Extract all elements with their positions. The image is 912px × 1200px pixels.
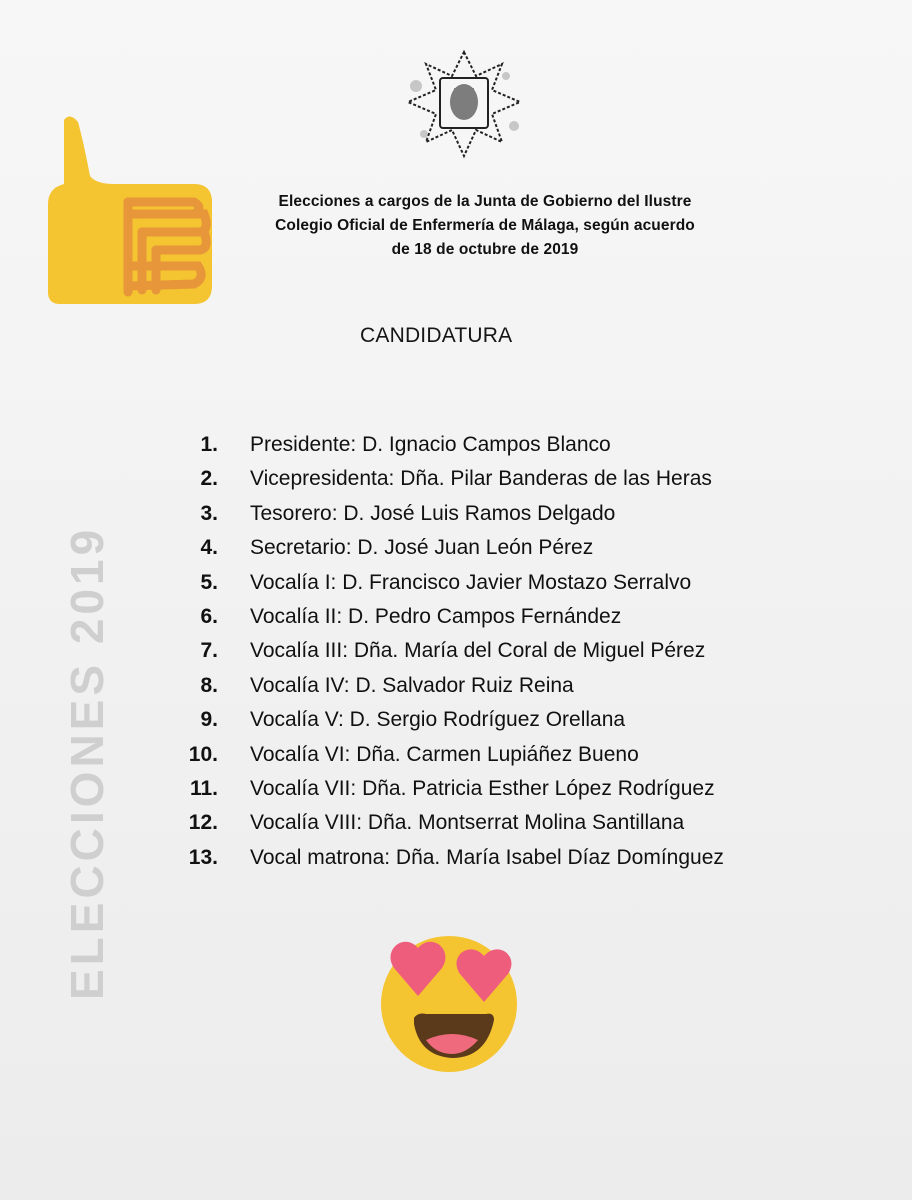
list-item xyxy=(160,806,860,840)
list-item xyxy=(160,497,860,531)
list-item xyxy=(160,428,860,462)
heading-line-1: Elecciones a cargos de la Junta de Gobierno del Ilustre xyxy=(278,193,692,210)
list-item xyxy=(160,462,860,496)
list-item xyxy=(160,738,860,772)
list-item xyxy=(160,669,860,703)
item-text: Vicepresidenta: Dña. Pilar Banderas de las Heras xyxy=(250,467,712,491)
item-number: 3. xyxy=(200,501,218,525)
item-number: 10. xyxy=(188,742,218,766)
list-item xyxy=(160,634,860,668)
item-number: 2. xyxy=(200,467,218,491)
list-item xyxy=(160,531,860,565)
college-emblem-icon xyxy=(396,46,532,164)
candidatura-title: CANDIDATURA xyxy=(360,324,513,347)
item-text: Presidente: D. Ignacio Campos Blanco xyxy=(250,433,611,456)
item-number: 1. xyxy=(200,433,218,456)
elecciones-watermark: ELECCIONES 2019 xyxy=(61,525,113,1000)
item-number: 5. xyxy=(200,570,218,594)
item-text: Vocalía I: D. Francisco Javier Mostazo Serralvo xyxy=(250,570,692,594)
item-number: 11. xyxy=(189,776,218,800)
item-text: Vocalía VII: Dña. Patricia Esther López Rodríguez xyxy=(250,776,715,800)
thumbs-up-icon xyxy=(44,114,214,306)
list-item xyxy=(160,703,860,737)
heading-line-2: Colegio Oficial de Enfermería de Málaga, según acuerdo xyxy=(275,217,695,234)
item-number: 7. xyxy=(200,639,218,663)
heart-eyes-emoji-icon xyxy=(374,926,524,1074)
list-item xyxy=(160,566,860,600)
item-text: Vocalía VI: Dña. Carmen Lupiáñez Bueno xyxy=(250,742,639,766)
item-text: Vocal matrona: Dña. María Isabel Díaz Domínguez xyxy=(250,845,724,869)
heading-line-3: de 18 de octubre de 2019 xyxy=(391,241,579,258)
item-text: Secretario: D. José Juan León Pérez xyxy=(250,536,594,560)
item-text: Vocalía III: Dña. María del Coral de Miguel Pérez xyxy=(250,639,706,663)
item-text: Vocalía V: D. Sergio Rodríguez Orellana xyxy=(250,708,626,732)
item-text: Vocalía VIII: Dña. Montserrat Molina Santillana xyxy=(250,811,685,835)
candidate-list xyxy=(160,428,860,875)
list-item xyxy=(160,772,860,806)
item-number: 6. xyxy=(200,604,218,628)
list-item xyxy=(160,841,860,875)
item-number: 12. xyxy=(188,811,218,835)
item-number: 9. xyxy=(200,708,218,732)
item-number: 4. xyxy=(200,536,218,560)
item-text: Tesorero: D. José Luis Ramos Delgado xyxy=(250,501,616,525)
item-number: 13. xyxy=(188,845,218,869)
election-heading xyxy=(250,190,720,262)
item-text: Vocalía IV: D. Salvador Ruiz Reina xyxy=(250,673,574,697)
item-text: Vocalía II: D. Pedro Campos Fernández xyxy=(250,604,622,628)
item-number: 8. xyxy=(200,673,218,697)
list-item xyxy=(160,600,860,634)
